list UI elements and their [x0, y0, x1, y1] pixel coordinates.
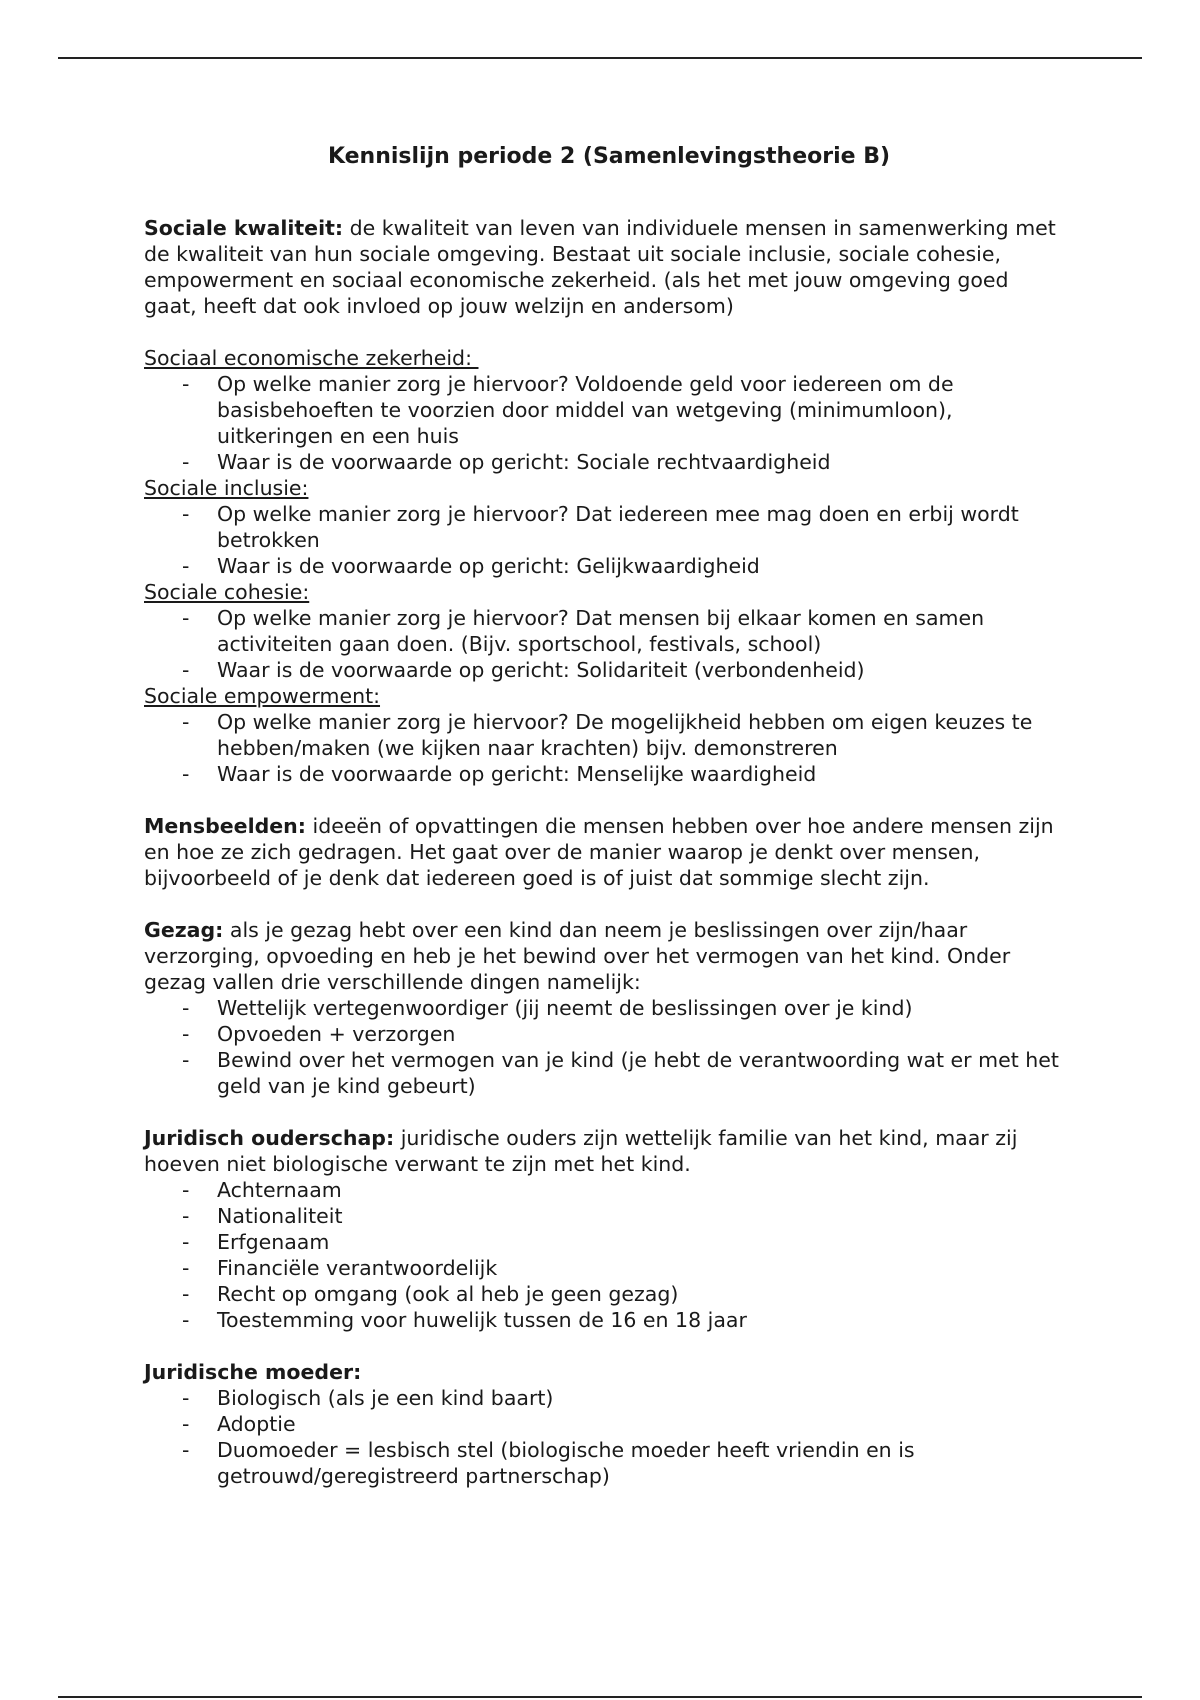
dash-bullet: -: [182, 1386, 190, 1410]
document-body: [144, 143, 1064, 1489]
list-item: - Recht op omgang (ook al heb je geen gezag): [182, 1282, 679, 1306]
list-item: - Op welke manier zorg je hiervoor? Dat mensen bij elkaar komen en samen activiteiten gaan doen. (Bijv. sportschool, festivals, school): [182, 606, 985, 656]
definition-mensbeelden: ideeën of opvattingen die mensen hebben over hoe andere mensen zijn en hoe ze zich gedragen. Het gaat over de manier waarop je denkt over mensen, bijvoorbeeld of je denk dat iedereen goed is of juist dat sommige slecht zijn.: [144, 814, 1054, 890]
list-item: - Waar is de voorwaarde op gericht: Sociale rechtvaardigheid: [182, 450, 831, 474]
list-item: - Op welke manier zorg je hiervoor? Voldoende geld voor iedereen om de basisbehoeften te voorzien door middel van wetgeving (minimumloon), uitkeringen en een huis: [182, 372, 954, 448]
list-item: - Waar is de voorwaarde op gericht: Gelijkwaardigheid: [182, 554, 760, 578]
list-item: - Financiële verantwoordelijk: [182, 1256, 498, 1280]
list-item: - Wettelijk vertegenwoordiger (jij neemt de beslissingen over je kind): [182, 996, 913, 1020]
list-sociale-empowerment: [144, 709, 1064, 787]
subheading-sociaal-economische-zekerheid: Sociaal economische zekerheid:: [144, 346, 479, 370]
list-item: - Achternaam: [182, 1178, 342, 1202]
definition-sociale-kwaliteit: de kwaliteit van leven van individuele mensen in samenwerking met de kwaliteit van hun sociale omgeving. Bestaat uit sociale inclusie, sociale cohesie, empowerment en sociaal economische zekerheid. (als het met jouw omgeving goed gaat, heeft dat ook invloed op jouw welzijn en andersom): [144, 216, 1056, 318]
dash-bullet: -: [182, 1022, 190, 1046]
paragraph-mensbeelden: [144, 813, 1064, 891]
document-title: Kennislijn periode 2 (Samenlevingstheorie B): [327, 144, 891, 169]
list-item: - Nationaliteit: [182, 1204, 343, 1228]
list-item: - Biologisch (als je een kind baart): [182, 1386, 554, 1410]
dash-bullet: -: [182, 1282, 190, 1306]
subheading-sociale-empowerment: Sociale empowerment:: [144, 684, 381, 708]
dash-bullet: -: [182, 1048, 190, 1072]
dash-bullet: -: [182, 1308, 190, 1332]
list-item: - Duomoeder = lesbisch stel (biologische moeder heeft vriendin en is getrouwd/geregistreerd partnerschap): [182, 1438, 915, 1488]
list-item: - Toestemming voor huwelijk tussen de 16 en 18 jaar: [182, 1308, 747, 1332]
dash-bullet: -: [182, 372, 190, 396]
dash-bullet: -: [182, 502, 190, 526]
dash-bullet: -: [182, 1412, 190, 1436]
list-item: - Erfgenaam: [182, 1230, 330, 1254]
paragraph-gezag: [144, 917, 1064, 995]
definition-juridisch-ouderschap: juridische ouders zijn wettelijk familie van het kind, maar zij hoeven niet biologische verwant te zijn met het kind.: [144, 1126, 1018, 1176]
list-gezag: [144, 995, 1064, 1099]
term-mensbeelden: Mensbeelden:: [144, 814, 306, 838]
paragraph-juridisch-ouderschap: [144, 1125, 1064, 1177]
dash-bullet: -: [182, 658, 190, 682]
dash-bullet: -: [182, 1230, 190, 1254]
dash-bullet: -: [182, 554, 190, 578]
list-sociale-inclusie: [144, 501, 1064, 579]
list-item: - Op welke manier zorg je hiervoor? De mogelijkheid hebben om eigen keuzes te hebben/maken (we kijken naar krachten) bijv. demonstreren: [182, 710, 1033, 760]
dash-bullet: -: [182, 1256, 190, 1280]
list-item: - Waar is de voorwaarde op gericht: Menselijke waardigheid: [182, 762, 817, 786]
dash-bullet: -: [182, 450, 190, 474]
list-sociale-cohesie: [144, 605, 1064, 683]
header-rule: [58, 57, 1142, 59]
dash-bullet: -: [182, 996, 190, 1020]
list-juridische-moeder: [144, 1385, 1064, 1489]
term-gezag: Gezag:: [144, 918, 224, 942]
list-item: - Bewind over het vermogen van je kind (je hebt de verantwoording wat er met het geld van je kind gebeurt): [182, 1048, 1059, 1098]
subheading-sociale-inclusie: Sociale inclusie:: [144, 476, 309, 500]
paragraph-sociale-kwaliteit: [144, 215, 1064, 319]
dash-bullet: -: [182, 1204, 190, 1228]
dash-bullet: -: [182, 606, 190, 630]
list-item: - Adoptie: [182, 1412, 296, 1436]
term-juridische-moeder: Juridische moeder:: [144, 1360, 362, 1384]
dash-bullet: -: [182, 762, 190, 786]
list-item: - Waar is de voorwaarde op gericht: Solidariteit (verbondenheid): [182, 658, 865, 682]
term-juridisch-ouderschap: Juridisch ouderschap:: [144, 1126, 395, 1150]
list-juridisch-ouderschap: [144, 1177, 1064, 1333]
term-sociale-kwaliteit: Sociale kwaliteit:: [144, 216, 344, 240]
subheading-sociale-cohesie: Sociale cohesie:: [144, 580, 310, 604]
list-item: - Op welke manier zorg je hiervoor? Dat iedereen mee mag doen en erbij wordt betrokken: [182, 502, 1019, 552]
dash-bullet: -: [182, 1438, 190, 1462]
definition-gezag: als je gezag hebt over een kind dan neem je beslissingen over zijn/haar verzorging, opvoeding en heb je het bewind over het vermogen van het kind. Onder gezag vallen drie verschillende dingen namelijk:: [144, 918, 1011, 994]
dash-bullet: -: [182, 710, 190, 734]
footer-rule: [58, 1696, 1142, 1698]
dash-bullet: -: [182, 1178, 190, 1202]
list-sociaal-economische-zekerheid: [144, 371, 1064, 475]
list-item: - Opvoeden + verzorgen: [182, 1022, 456, 1046]
